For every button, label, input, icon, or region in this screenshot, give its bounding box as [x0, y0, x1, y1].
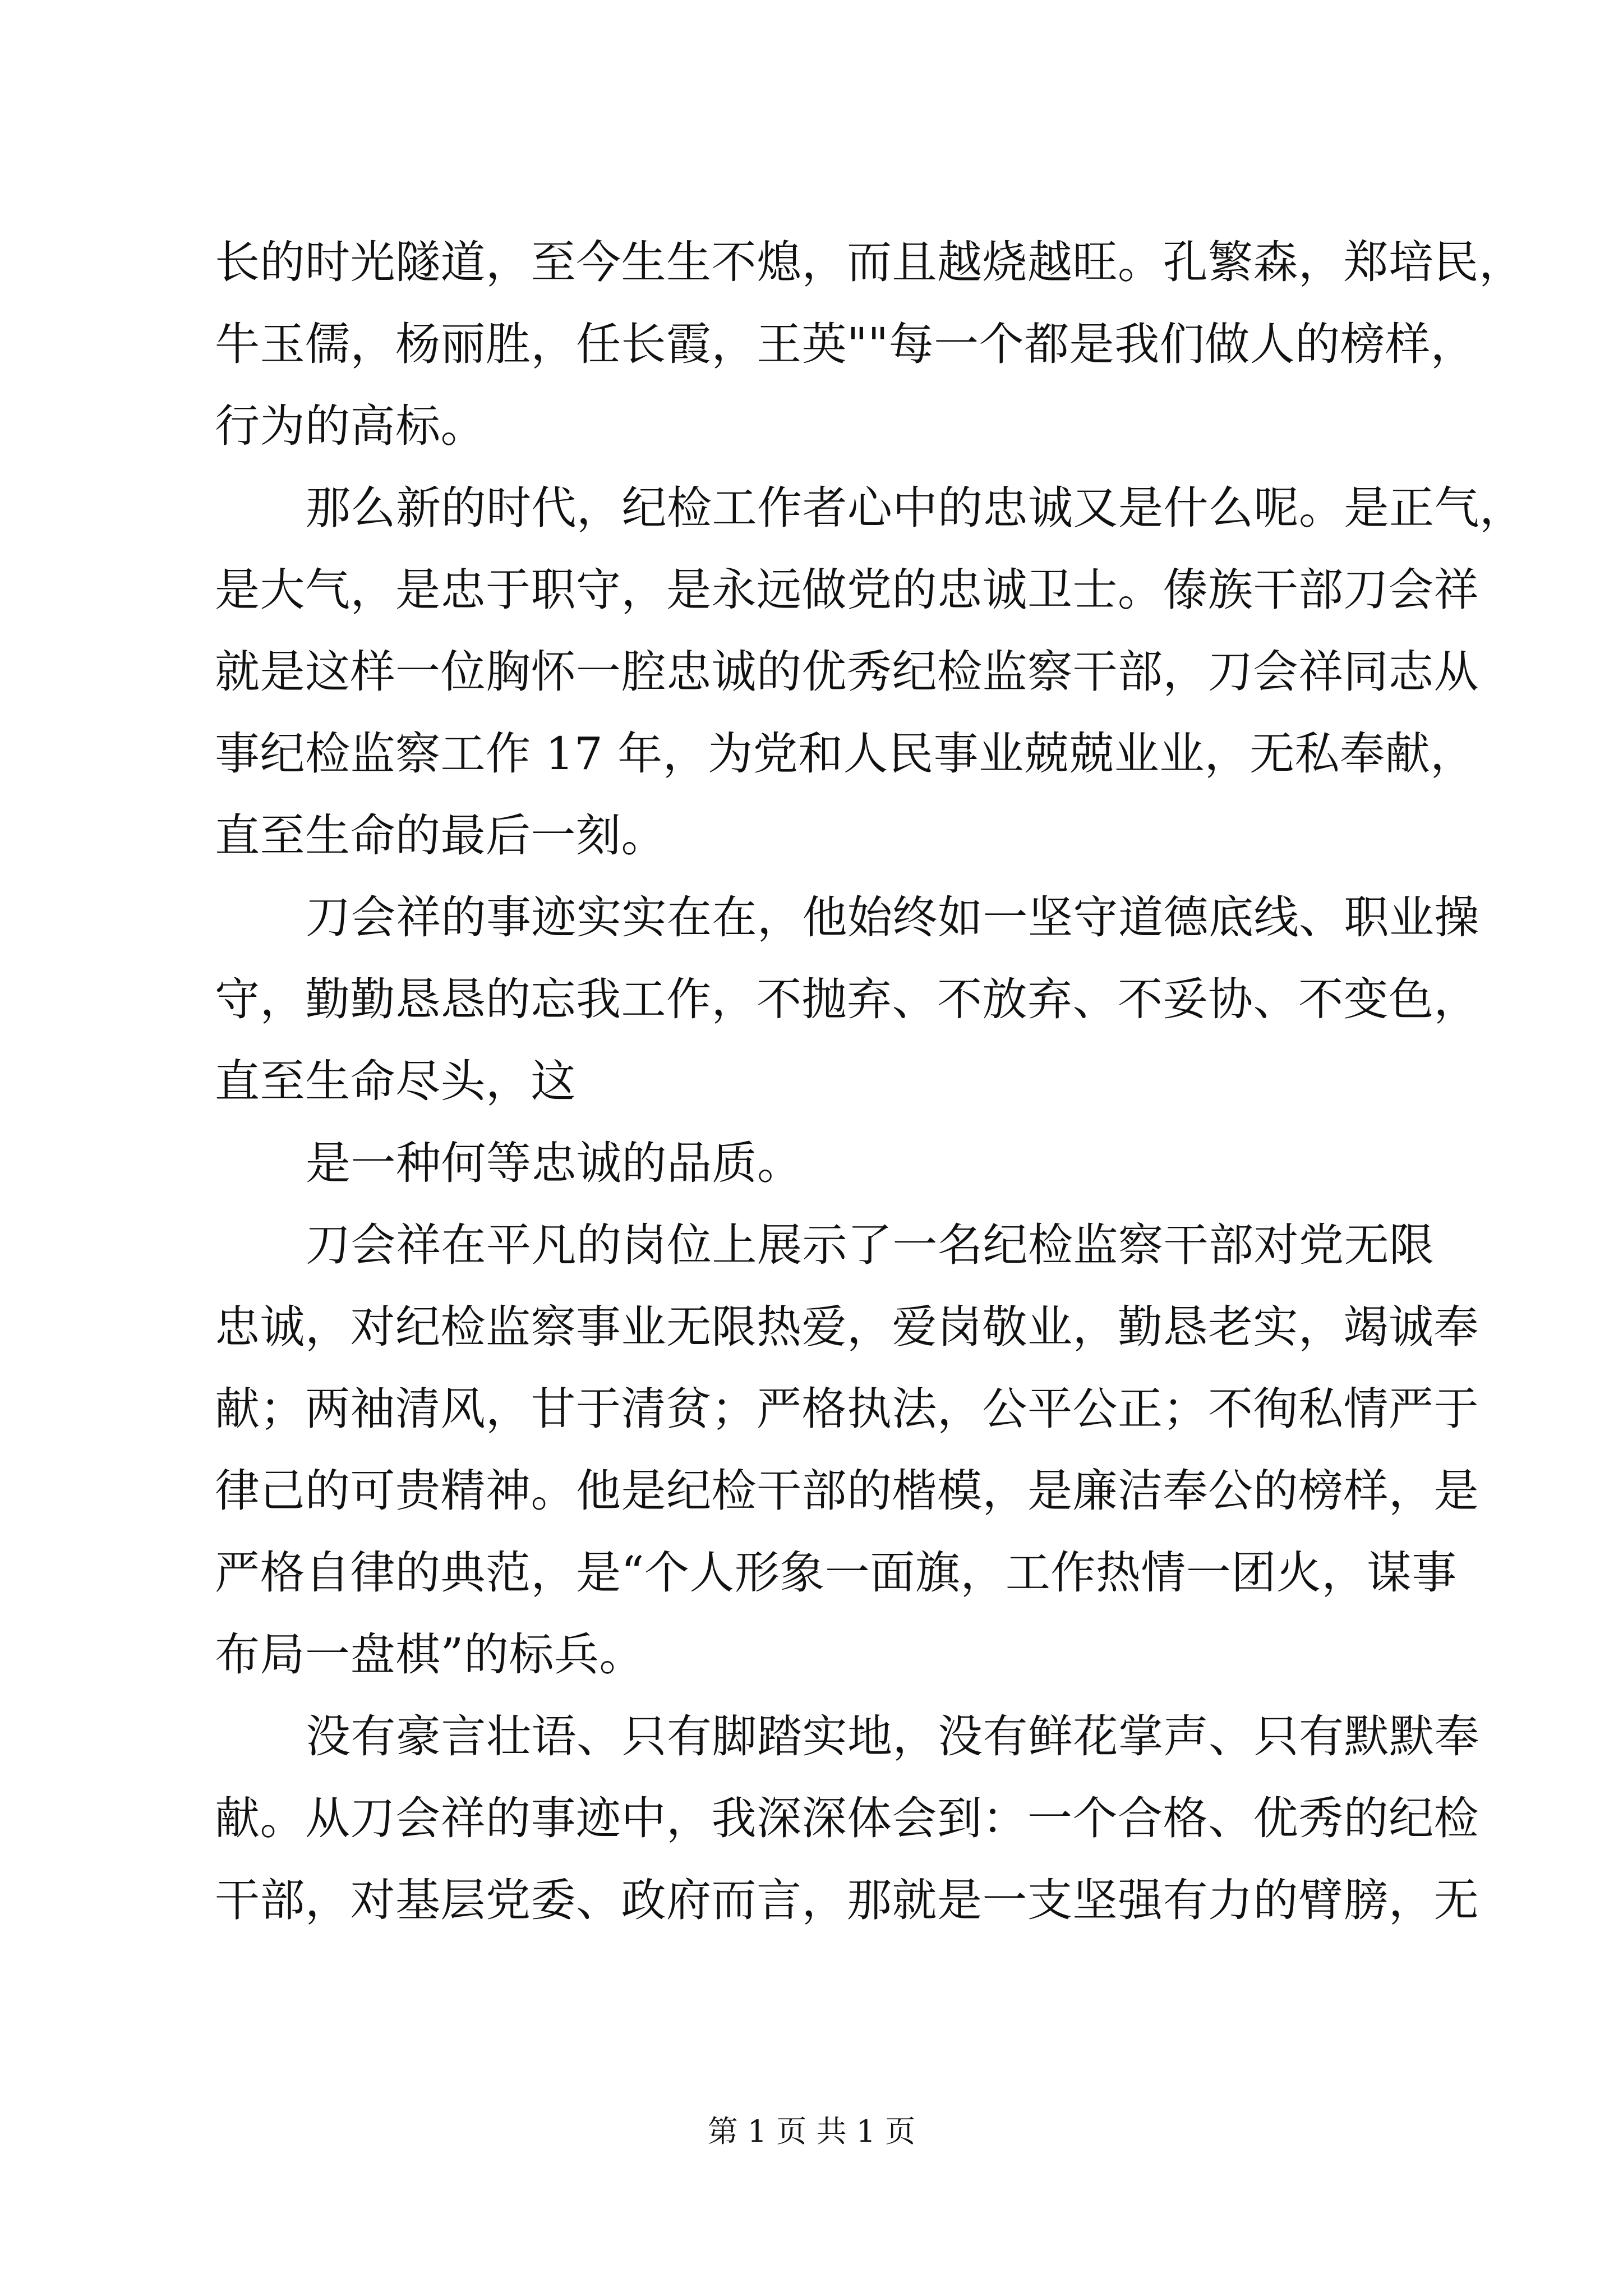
text-line: 献；两袖清风，甘于清贫；严格执法，公平公正；不徇私情严于 [215, 1383, 1479, 1435]
text-line: 是一种何等忠诚的品质。 [306, 1137, 803, 1189]
text-line: 直至生命的最后一刻。 [215, 809, 666, 862]
text-line: 没有豪言壮语、只有脚踏实地，没有鲜花掌声、只有默默奉 [306, 1710, 1479, 1763]
text-line: 就是这样一位胸怀一腔忠诚的优秀纪检监察干部，刀会祥同志从 [215, 646, 1479, 698]
page-footer: 第 1 页 共 1 页 [707, 2114, 916, 2149]
text-line: 忠诚，对纪检监察事业无限热爱，爱岗敬业，勤恳老实，竭诚奉 [215, 1301, 1479, 1353]
text-line: 严格自律的典范，是“个人形象一面旗，工作热情一团火，谋事 [215, 1547, 1457, 1599]
text-line: 干部，对基层党委、政府而言，那就是一支坚强有力的臂膀，无 [215, 1874, 1479, 1926]
text-line: 献。从刀会祥的事迹中，我深深体会到：一个合格、优秀的纪检 [215, 1792, 1479, 1844]
text-line: 那么新的时代，纪检工作者心中的忠诚又是什么呢。是正气， [306, 482, 1525, 534]
text-line: 直至生命尽头，这 [215, 1055, 576, 1107]
text-line: 事纪检监察工作 17 年，为党和人民事业兢兢业业，无私奉献， [215, 728, 1476, 780]
text-line: 刀会祥的事迹实实在在，他始终如一坚守道德底线、职业操 [306, 891, 1479, 944]
text-line: 守，勤勤恳恳的忘我工作，不抛弃、不放弃、不妥协、不变色， [215, 973, 1479, 1025]
text-line: 行为的高标。 [215, 400, 486, 452]
text-line: 刀会祥在平凡的岗位上展示了一名纪检监察干部对党无限 [306, 1219, 1435, 1271]
document-body [215, 222, 1525, 1941]
text-line: 布局一盘棋”的标兵。 [215, 1628, 644, 1681]
text-line: 是大气，是忠于职守，是永远做党的忠诚卫士。傣族干部刀会祥 [215, 564, 1479, 616]
text-line: 牛玉儒，杨丽胜，任长霞，王英""每一个都是我们做人的榜样， [215, 318, 1476, 370]
text-line: 律己的可贵精神。他是纪检干部的楷模，是廉洁奉公的榜样，是 [215, 1465, 1479, 1517]
text-line: 长的时光隧道，至今生生不熄，而且越烧越旺。孔繁森，郑培民， [215, 236, 1524, 288]
